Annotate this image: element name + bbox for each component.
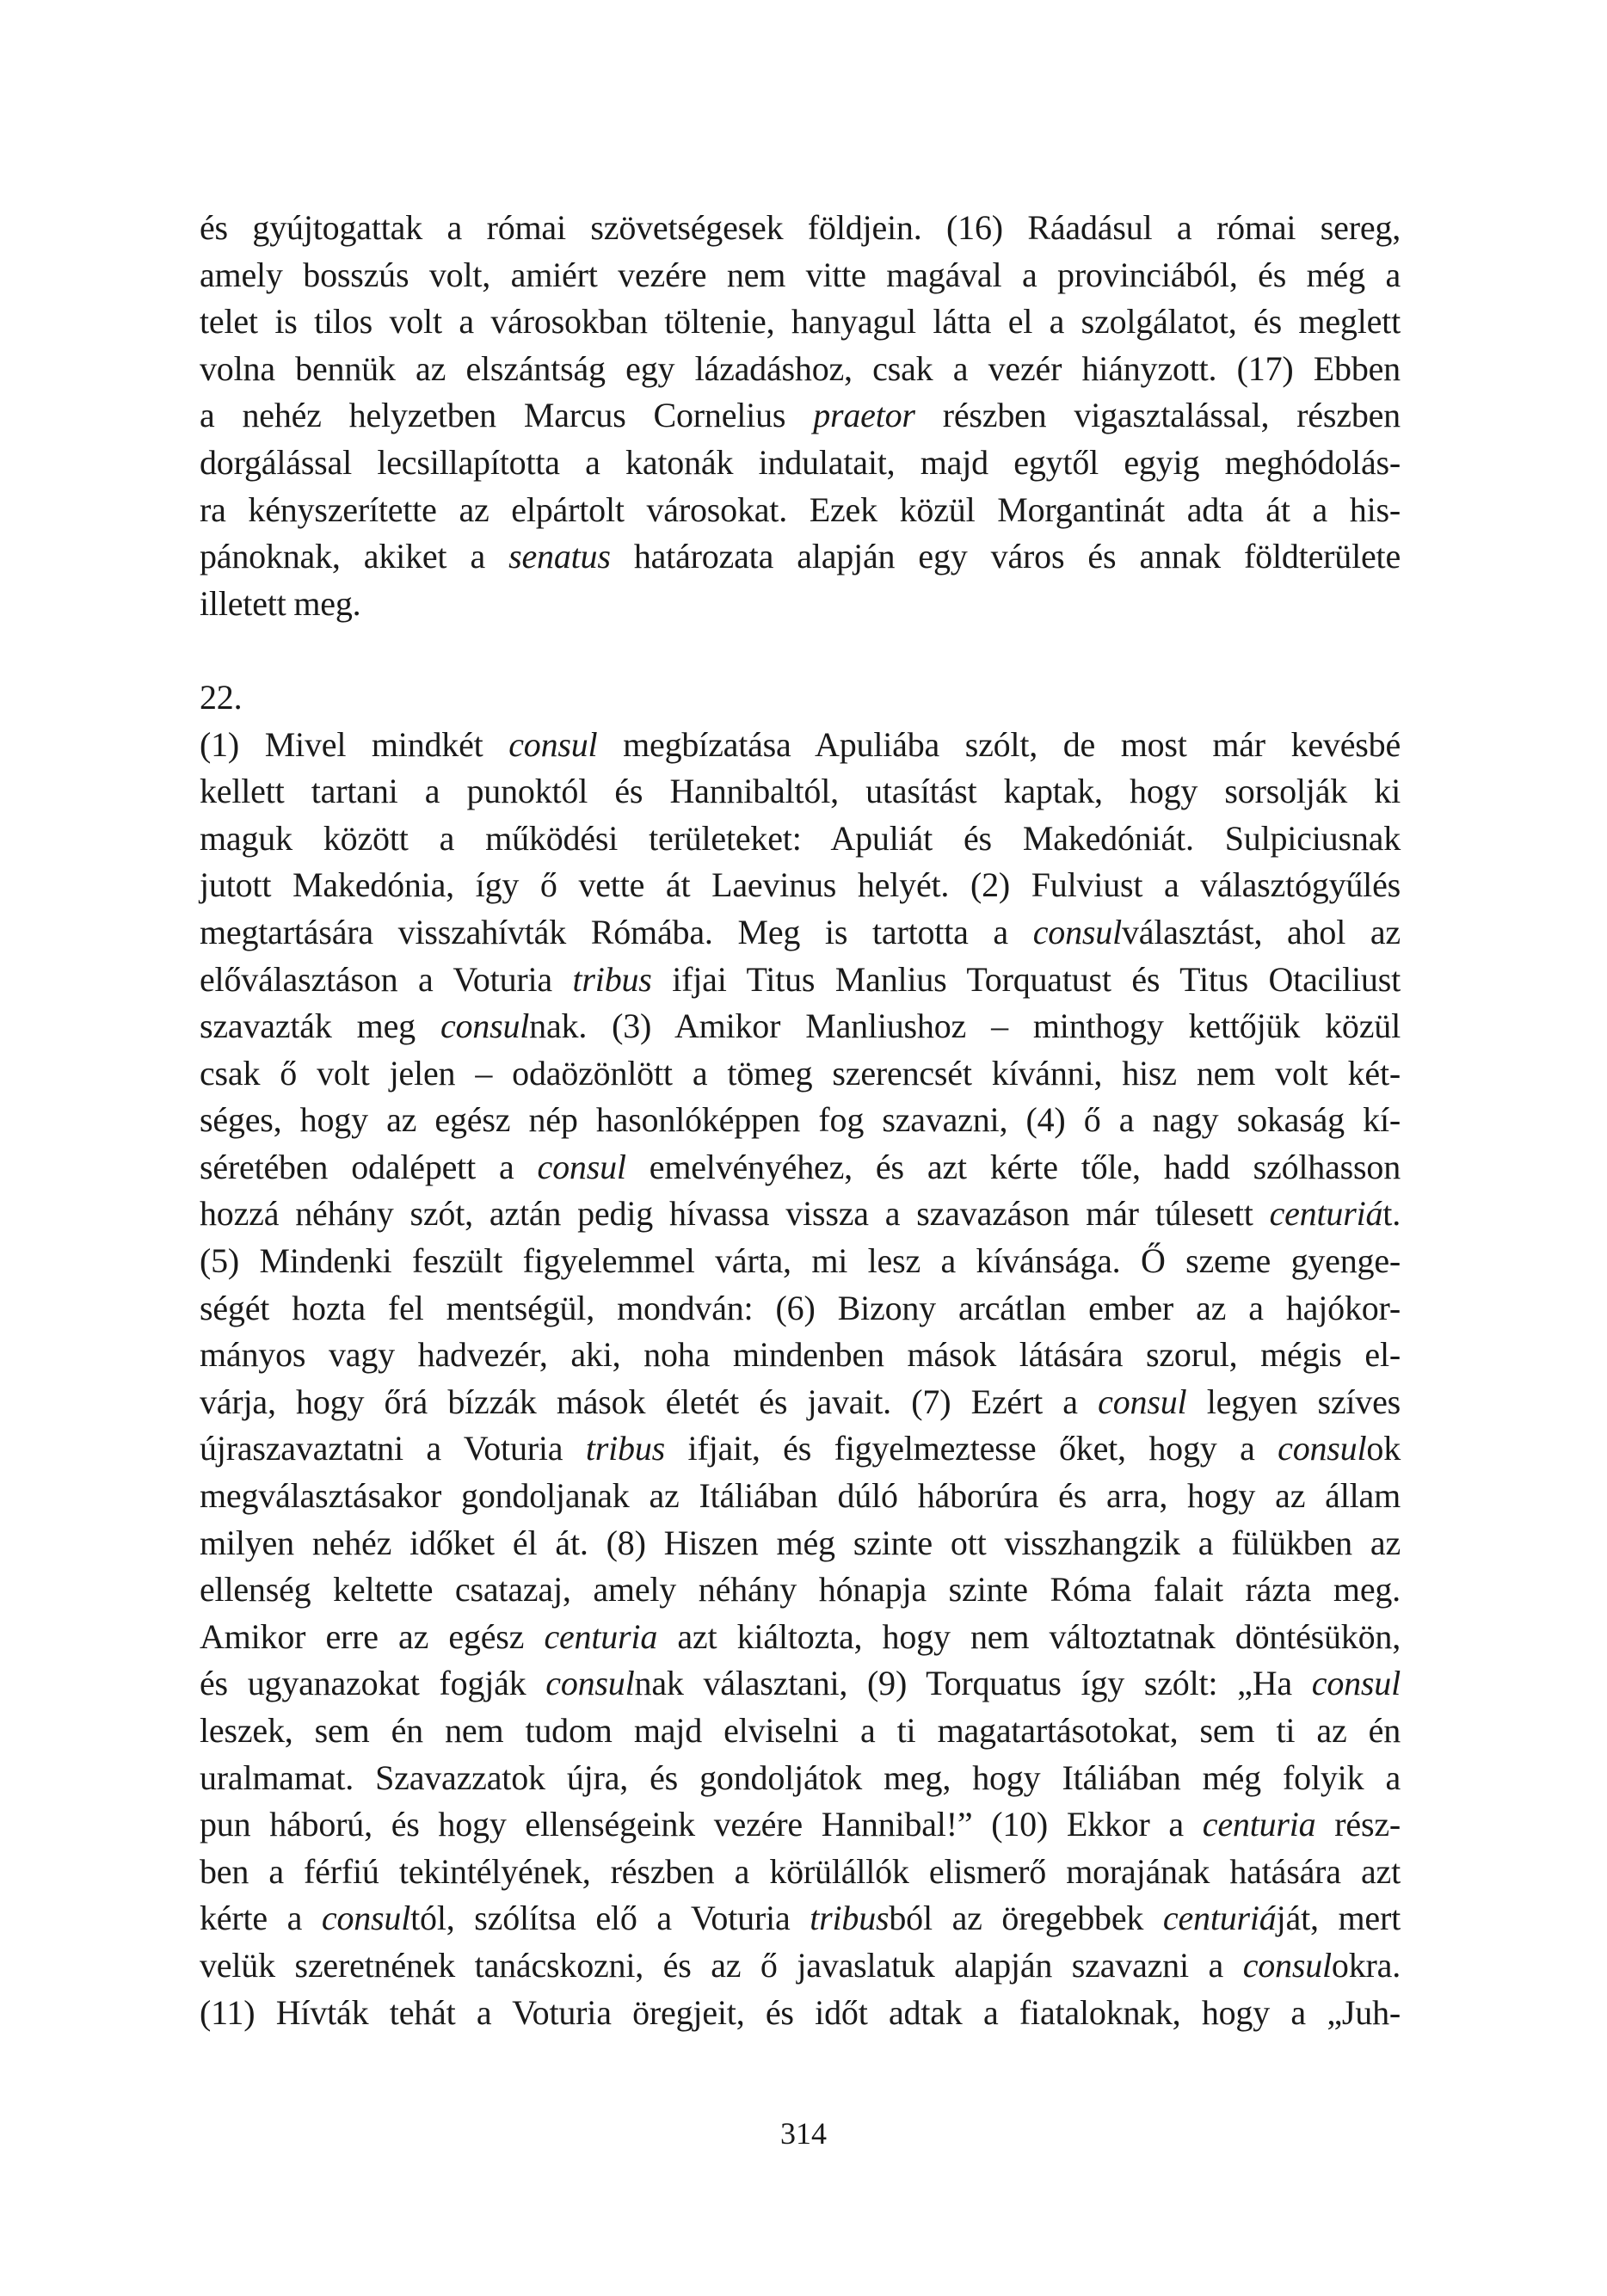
text-line: [200, 722, 1401, 769]
text-run: tól, szólítsa elő a Voturia: [410, 1899, 810, 1938]
text-run: megválasztásakor gondoljanak az Itáliában dúló háborúra és arra, hogy az állam: [200, 1476, 1401, 1516]
text-line: [200, 1332, 1401, 1379]
italic-term: centuria: [544, 1616, 658, 1656]
text-run: mányos vagy hadvezér, aki, noha mindenben mások látására szorul, mégis el-: [200, 1335, 1401, 1375]
text-run: séretében odalépett a: [200, 1147, 538, 1186]
text-line: [200, 1285, 1401, 1333]
text-run: maguk között a működési területeket: Apuliát és Makedóniát. Sulpiciusnak: [200, 818, 1401, 858]
text-run: kellett tartani a punoktól és Hannibaltól, utasítást kaptak, hogy sorsolják ki: [200, 772, 1401, 811]
text-line: [200, 1425, 1401, 1473]
text-run: várja, hogy őrá bízzák mások életét és javait. (7) Ezért a: [200, 1382, 1099, 1421]
text-run: emelvényéhez, és azt kérte tőle, hadd szólhasson: [625, 1147, 1401, 1186]
text-run: ra kényszerítette az elpártolt városokat. Ezek közül Morgantinát adta át a his-: [200, 489, 1401, 529]
italic-term: tribus: [585, 1429, 666, 1468]
text-run: ségét hozta fel mentségül, mondván: (6) Bizony arcátlan ember az a hajókor-: [200, 1288, 1401, 1327]
text-run: okra.: [1331, 1945, 1401, 1985]
italic-term: consul: [1098, 1382, 1187, 1421]
text-run: séges, hogy az egész nép hasonlóképpen fog szavazni, (4) ő a nagy sokaság kí-: [200, 1100, 1401, 1140]
italic-term: centuriá: [1162, 1899, 1277, 1938]
text-run: t.: [1382, 1194, 1401, 1234]
text-line: [200, 1942, 1401, 1990]
text-run: szavazták meg: [200, 1006, 440, 1046]
text-line: [200, 252, 1401, 299]
text-line: [200, 205, 1401, 252]
text-run: (5) Mindenki feszült figyelemmel várta, mi lesz a kívánsága. Ő szeme gyenge-: [200, 1241, 1401, 1281]
italic-term: consul: [1278, 1429, 1367, 1468]
text-line: [200, 581, 1401, 628]
text-run: ifjai Titus Manlius Torquatust és Titus Otaciliust: [651, 959, 1401, 999]
text-run: újraszavaztatni a Voturia: [200, 1429, 586, 1468]
text-run: ellenség keltette csatazaj, amely néhány hónapja szinte Róma falait rázta meg.: [200, 1570, 1401, 1610]
text-run: milyen nehéz időket él át. (8) Hiszen még szinte ott visszhangzik a fülükben az: [200, 1523, 1401, 1562]
text-run: határozata alapján egy város és annak földterülete: [610, 537, 1401, 576]
text-run: pánoknak, akiket a: [200, 537, 509, 576]
text-run: (11) Hívták tehát a Voturia öregjeit, és időt adtak a fiataloknak, hogy a „Juh-: [200, 1992, 1401, 2032]
italic-term: senatus: [508, 537, 611, 576]
text-run: ben a férfiú tekintélyének, részben a körülállók elismerő morajának hatására azt: [200, 1851, 1401, 1891]
text-line: [200, 1849, 1401, 1896]
text-line: [200, 1520, 1401, 1567]
italic-term: consul: [508, 724, 598, 764]
text-run: a nehéz helyzetben Marcus Cornelius: [200, 396, 814, 435]
text-line: [200, 1144, 1401, 1191]
text-line: [200, 816, 1401, 863]
text-run: ok: [1366, 1429, 1401, 1468]
text-run: megtartására visszahívták Rómába. Meg is tartotta a: [200, 912, 1033, 951]
text-run: uralmamat. Szavazzatok újra, és gondoljátok meg, hogy Itáliában még folyik a: [200, 1757, 1401, 1797]
italic-term: consul: [440, 1006, 530, 1046]
italic-term: consul: [545, 1664, 635, 1703]
text-run: részben vigasztalással, részben: [914, 396, 1401, 435]
text-run: megbízatása Apuliába szólt, de most már kevésbé: [597, 724, 1401, 764]
text-run: ifjait, és figyelmeztesse őket, hogy a: [665, 1429, 1278, 1468]
text-run: ból az öregebbek: [889, 1899, 1163, 1938]
text-run: kérte a: [200, 1899, 322, 1938]
italic-term: consul: [537, 1147, 626, 1186]
text-line: [200, 440, 1401, 487]
text-run: rész-: [1315, 1805, 1401, 1844]
text-run: (1) Mivel mindkét: [200, 724, 509, 764]
text-run: leszek, sem én nem tudom majd elviselni a ti magatartásotokat, sem ti az én: [200, 1711, 1401, 1750]
text-line: [200, 1191, 1401, 1238]
italic-term: praetor: [813, 396, 915, 435]
paragraph-section-21-end: [200, 205, 1401, 627]
text-run: és gyújtogattak a római szövetségesek földjein. (16) Ráadásul a római sereg,: [200, 208, 1401, 247]
text-line: [200, 392, 1401, 440]
text-run: nak. (3) Amikor Manliushoz – minthogy kettőjük közül: [529, 1006, 1401, 1046]
text-run: ját, mert: [1276, 1899, 1401, 1938]
text-line: [200, 1614, 1401, 1661]
text-run: csak ő volt jelen – odaözönlött a tömeg szerencsét kívánni, hisz nem volt két-: [200, 1053, 1401, 1093]
text-line: [200, 1660, 1401, 1708]
text-run: hozzá néhány szót, aztán pedig hívassa vissza a szavazáson már túlesett: [200, 1194, 1270, 1234]
text-run: Amikor erre az egész: [200, 1616, 545, 1656]
text-run: velük szeretnének tanácskozni, és az ő javaslatuk alapján szavazni a: [200, 1945, 1243, 1985]
text-line: [200, 1238, 1401, 1285]
text-line: [200, 299, 1401, 346]
italic-term: centuriá: [1269, 1194, 1383, 1234]
italic-term: consul: [1242, 1945, 1332, 1985]
text-run: pun háború, és hogy ellenségeink vezére Hannibal!” (10) Ekkor a: [200, 1805, 1203, 1844]
text-line: [200, 346, 1401, 393]
text-line: [200, 1895, 1401, 1942]
text-line: [200, 1755, 1401, 1802]
text-line: [200, 1708, 1401, 1755]
text-line: [200, 909, 1401, 957]
blank-line: [200, 627, 1401, 674]
text-run: azt kiáltozta, hogy nem változtatnak döntésükön,: [657, 1616, 1401, 1656]
italic-term: centuria: [1202, 1805, 1316, 1844]
paragraph-section-22: [200, 722, 1401, 2037]
body-text: [200, 205, 1401, 2036]
text-run: választást, ahol az: [1121, 912, 1401, 951]
text-line: [200, 957, 1401, 1004]
italic-term: consul: [1032, 912, 1122, 951]
text-run: jutott Makedónia, így ő vette át Laevinus helyét. (2) Fulviust a választógyűlés: [200, 865, 1401, 905]
text-run: előválasztáson a Voturia: [200, 959, 573, 999]
italic-term: tribus: [810, 1899, 890, 1938]
section-heading: 22.: [200, 677, 243, 717]
text-line: [200, 487, 1401, 534]
text-run: nak választani, (9) Torquatus így szólt: „Ha: [634, 1664, 1312, 1703]
text-line: [200, 1801, 1401, 1849]
italic-term: tribus: [572, 959, 652, 999]
text-line: [200, 1097, 1401, 1144]
text-line: [200, 1473, 1401, 1520]
text-line: [200, 768, 1401, 816]
text-line: [200, 533, 1401, 581]
text-run: volna bennük az elszántság egy lázadáshoz, csak a vezér hiányzott. (17) Ebben: [200, 348, 1401, 388]
text-line: [200, 862, 1401, 909]
text-run: illetett meg.: [200, 583, 361, 623]
italic-term: consul: [321, 1899, 411, 1938]
text-line: [200, 1567, 1401, 1614]
italic-term: consul: [1311, 1664, 1401, 1703]
page-number: 314: [780, 2116, 827, 2151]
text-run: dorgálással lecsillapította a katonák indulatait, majd egytől egyig meghódolás-: [200, 442, 1401, 482]
text-run: legyen szíves: [1186, 1382, 1401, 1421]
text-run: és ugyanazokat fogják: [200, 1664, 546, 1703]
text-line: [200, 1050, 1401, 1098]
text-line: [200, 1990, 1401, 2037]
text-line: [200, 1003, 1401, 1050]
text-run: amely bosszús volt, amiért vezére nem vitte magával a provinciából, és még a: [200, 255, 1401, 294]
text-run: telet is tilos volt a városokban töltenie, hanyagul látta el a szolgálatot, és meglett: [200, 302, 1401, 342]
text-line: [200, 1379, 1401, 1426]
